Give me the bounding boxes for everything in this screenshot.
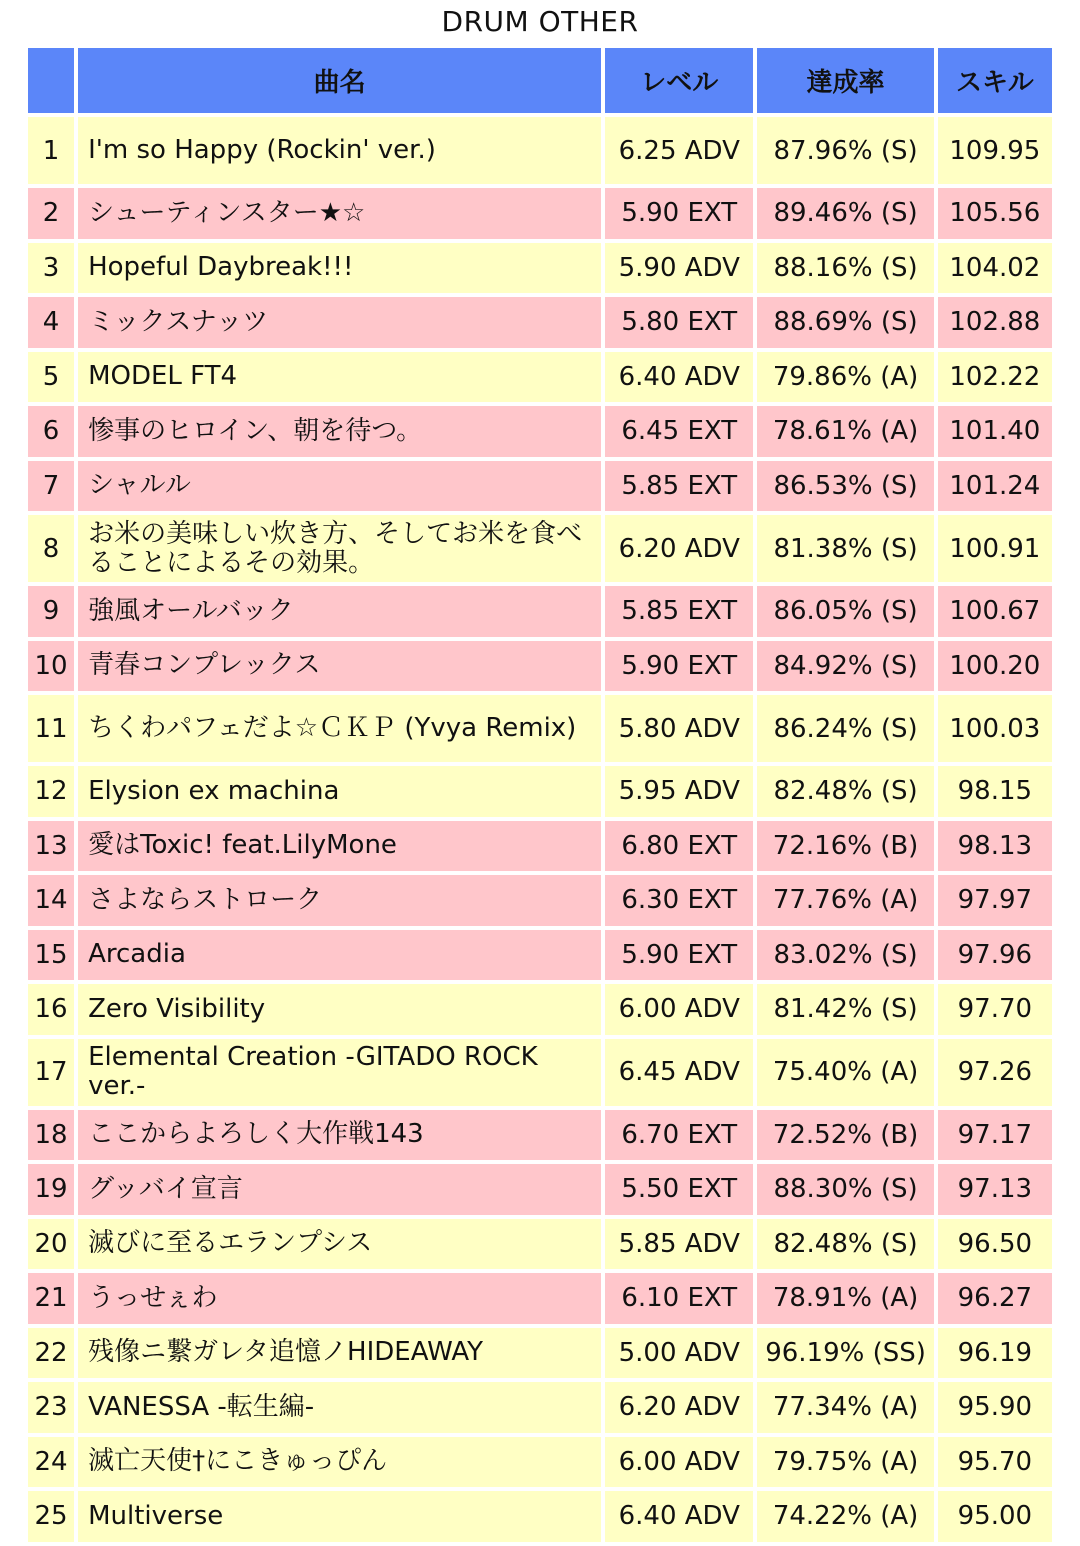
level-cell: 6.40 ADV (605, 352, 753, 403)
rank-cell: 19 (28, 1164, 74, 1215)
table-row[interactable] (28, 461, 1052, 512)
skill-cell: 97.13 (938, 1164, 1052, 1215)
skill-cell: 104.02 (938, 243, 1052, 294)
skill-cell: 97.17 (938, 1110, 1052, 1161)
level-cell: 6.45 ADV (605, 1039, 753, 1106)
table-body (28, 117, 1052, 1542)
rank-cell: 3 (28, 243, 74, 294)
table-row[interactable] (28, 695, 1052, 762)
skill-cell: 101.40 (938, 406, 1052, 457)
table-row[interactable] (28, 1491, 1052, 1542)
skill-cell: 95.90 (938, 1382, 1052, 1433)
song-title-cell: I'm so Happy (Rockin' ver.) (78, 117, 601, 184)
level-cell: 6.80 EXT (605, 821, 753, 872)
achievement-rate-cell: 81.38% (S) (757, 515, 933, 582)
rank-cell: 7 (28, 461, 74, 512)
song-title-cell: Hopeful Daybreak!!! (78, 243, 601, 294)
skill-cell: 98.15 (938, 766, 1052, 817)
level-cell: 5.80 EXT (605, 297, 753, 348)
achievement-rate-cell: 86.05% (S) (757, 586, 933, 637)
achievement-rate-cell: 72.16% (B) (757, 821, 933, 872)
level-cell: 5.90 EXT (605, 641, 753, 692)
table-row[interactable] (28, 641, 1052, 692)
rank-cell: 15 (28, 930, 74, 981)
rank-cell: 12 (28, 766, 74, 817)
achievement-rate-cell: 79.75% (A) (757, 1437, 933, 1488)
table-header (28, 48, 1052, 113)
song-title-cell: Elemental Creation -GITADO ROCK ver.- (78, 1039, 601, 1106)
header-song-title[interactable]: 曲名 (78, 48, 601, 113)
skill-cell: 95.00 (938, 1491, 1052, 1542)
table-row[interactable] (28, 1219, 1052, 1270)
level-cell: 6.20 ADV (605, 515, 753, 582)
level-cell: 6.70 EXT (605, 1110, 753, 1161)
song-title-cell: 強風オールバック (78, 586, 601, 637)
rank-cell: 13 (28, 821, 74, 872)
table-row[interactable] (28, 297, 1052, 348)
level-cell: 5.90 EXT (605, 930, 753, 981)
rank-cell: 18 (28, 1110, 74, 1161)
song-title-cell: 青春コンプレックス (78, 641, 601, 692)
song-title-cell: 滅亡天使†にこきゅっぴん (78, 1437, 601, 1488)
rank-cell: 23 (28, 1382, 74, 1433)
rank-cell: 9 (28, 586, 74, 637)
skill-cell: 97.97 (938, 875, 1052, 926)
level-cell: 5.00 ADV (605, 1328, 753, 1379)
rank-cell: 16 (28, 984, 74, 1035)
level-cell: 5.90 ADV (605, 243, 753, 294)
achievement-rate-cell: 87.96% (S) (757, 117, 933, 184)
table-row[interactable] (28, 1110, 1052, 1161)
song-title-cell: VANESSA -転生編- (78, 1382, 601, 1433)
table-row[interactable] (28, 821, 1052, 872)
table-row[interactable] (28, 406, 1052, 457)
header-skill[interactable]: スキル (938, 48, 1052, 113)
song-title-cell: Arcadia (78, 930, 601, 981)
achievement-rate-cell: 96.19% (SS) (757, 1328, 933, 1379)
skill-cell: 96.50 (938, 1219, 1052, 1270)
achievement-rate-cell: 83.02% (S) (757, 930, 933, 981)
skill-cell: 98.13 (938, 821, 1052, 872)
skill-cell: 100.91 (938, 515, 1052, 582)
skill-cell: 105.56 (938, 188, 1052, 239)
song-title-cell: 惨事のヒロイン、朝を待つ。 (78, 406, 601, 457)
level-cell: 5.85 EXT (605, 586, 753, 637)
song-title-cell: シャルル (78, 461, 601, 512)
rank-cell: 8 (28, 515, 74, 582)
table-row[interactable] (28, 586, 1052, 637)
header-rank[interactable] (28, 48, 74, 113)
song-title-cell: グッバイ宣言 (78, 1164, 601, 1215)
table-row[interactable] (28, 117, 1052, 184)
level-cell: 6.25 ADV (605, 117, 753, 184)
skill-cell: 102.22 (938, 352, 1052, 403)
level-cell: 6.45 EXT (605, 406, 753, 457)
level-cell: 5.80 ADV (605, 695, 753, 762)
achievement-rate-cell: 75.40% (A) (757, 1039, 933, 1106)
rank-cell: 21 (28, 1273, 74, 1324)
achievement-rate-cell: 82.48% (S) (757, 1219, 933, 1270)
rank-cell: 11 (28, 695, 74, 762)
song-title-cell: Elysion ex machina (78, 766, 601, 817)
achievement-rate-cell: 88.69% (S) (757, 297, 933, 348)
rank-cell: 25 (28, 1491, 74, 1542)
achievement-rate-cell: 72.52% (B) (757, 1110, 933, 1161)
skill-cell: 101.24 (938, 461, 1052, 512)
header-row (28, 48, 1052, 113)
achievement-rate-cell: 78.61% (A) (757, 406, 933, 457)
level-cell: 5.85 EXT (605, 461, 753, 512)
level-cell: 6.00 ADV (605, 1437, 753, 1488)
skill-cell: 97.96 (938, 930, 1052, 981)
skill-cell: 100.67 (938, 586, 1052, 637)
song-title-cell: Multiverse (78, 1491, 601, 1542)
song-title-cell: うっせぇわ (78, 1273, 601, 1324)
achievement-rate-cell: 84.92% (S) (757, 641, 933, 692)
header-level[interactable]: レベル (605, 48, 753, 113)
table-row[interactable] (28, 930, 1052, 981)
rank-cell: 1 (28, 117, 74, 184)
song-title-cell: お米の美味しい炊き方、そしてお米を食べることによるその効果。 (78, 515, 601, 582)
rank-cell: 24 (28, 1437, 74, 1488)
rank-cell: 20 (28, 1219, 74, 1270)
table-row[interactable] (28, 1437, 1052, 1488)
table-row[interactable] (28, 1164, 1052, 1215)
skill-cell: 100.03 (938, 695, 1052, 762)
skill-cell: 97.70 (938, 984, 1052, 1035)
skill-cell: 95.70 (938, 1437, 1052, 1488)
achievement-rate-cell: 86.24% (S) (757, 695, 933, 762)
skill-cell: 96.27 (938, 1273, 1052, 1324)
table-row[interactable] (28, 352, 1052, 403)
skill-table (24, 44, 1056, 1546)
rank-cell: 22 (28, 1328, 74, 1379)
song-title-cell: さよならストローク (78, 875, 601, 926)
achievement-rate-cell: 81.42% (S) (757, 984, 933, 1035)
level-cell: 6.00 ADV (605, 984, 753, 1035)
level-cell: 5.90 EXT (605, 188, 753, 239)
table-row[interactable] (28, 515, 1052, 582)
song-title-cell: 残像ニ繋ガレタ追憶ノHIDEAWAY (78, 1328, 601, 1379)
rank-cell: 5 (28, 352, 74, 403)
rank-cell: 6 (28, 406, 74, 457)
rank-cell: 4 (28, 297, 74, 348)
skill-cell: 102.88 (938, 297, 1052, 348)
rank-cell: 2 (28, 188, 74, 239)
level-cell: 6.40 ADV (605, 1491, 753, 1542)
table-row[interactable] (28, 1273, 1052, 1324)
table-row[interactable] (28, 766, 1052, 817)
achievement-rate-cell: 79.86% (A) (757, 352, 933, 403)
achievement-rate-cell: 77.34% (A) (757, 1382, 933, 1433)
achievement-rate-cell: 74.22% (A) (757, 1491, 933, 1542)
song-title-cell: ちくわパフェだよ☆ＣＫＰ (Yvya Remix) (78, 695, 601, 762)
song-title-cell: ミックスナッツ (78, 297, 601, 348)
header-achievement-rate[interactable]: 達成率 (757, 48, 933, 113)
achievement-rate-cell: 82.48% (S) (757, 766, 933, 817)
table-row[interactable] (28, 243, 1052, 294)
song-title-cell: ここからよろしく大作戦143 (78, 1110, 601, 1161)
skill-cell: 96.19 (938, 1328, 1052, 1379)
song-title-cell: MODEL FT4 (78, 352, 601, 403)
song-title-cell: 愛はToxic! feat.LilyMone (78, 821, 601, 872)
level-cell: 6.30 EXT (605, 875, 753, 926)
achievement-rate-cell: 89.46% (S) (757, 188, 933, 239)
achievement-rate-cell: 86.53% (S) (757, 461, 933, 512)
page-title: DRUM OTHER (441, 5, 639, 38)
skill-cell: 100.20 (938, 641, 1052, 692)
skill-cell: 97.26 (938, 1039, 1052, 1106)
level-cell: 5.95 ADV (605, 766, 753, 817)
table-row[interactable] (28, 1039, 1052, 1106)
song-title-cell: 滅びに至るエランプシス (78, 1219, 601, 1270)
song-title-cell: Zero Visibility (78, 984, 601, 1035)
rank-cell: 14 (28, 875, 74, 926)
rank-cell: 10 (28, 641, 74, 692)
achievement-rate-cell: 88.16% (S) (757, 243, 933, 294)
level-cell: 5.85 ADV (605, 1219, 753, 1270)
skill-cell: 109.95 (938, 117, 1052, 184)
level-cell: 6.20 ADV (605, 1382, 753, 1433)
achievement-rate-cell: 88.30% (S) (757, 1164, 933, 1215)
table-row[interactable] (28, 875, 1052, 926)
table-row[interactable] (28, 1328, 1052, 1379)
song-title-cell: シューティンスター★☆ (78, 188, 601, 239)
table-row[interactable] (28, 984, 1052, 1035)
level-cell: 5.50 EXT (605, 1164, 753, 1215)
rank-cell: 17 (28, 1039, 74, 1106)
level-cell: 6.10 EXT (605, 1273, 753, 1324)
achievement-rate-cell: 78.91% (A) (757, 1273, 933, 1324)
table-row[interactable] (28, 188, 1052, 239)
achievement-rate-cell: 77.76% (A) (757, 875, 933, 926)
table-row[interactable] (28, 1382, 1052, 1433)
